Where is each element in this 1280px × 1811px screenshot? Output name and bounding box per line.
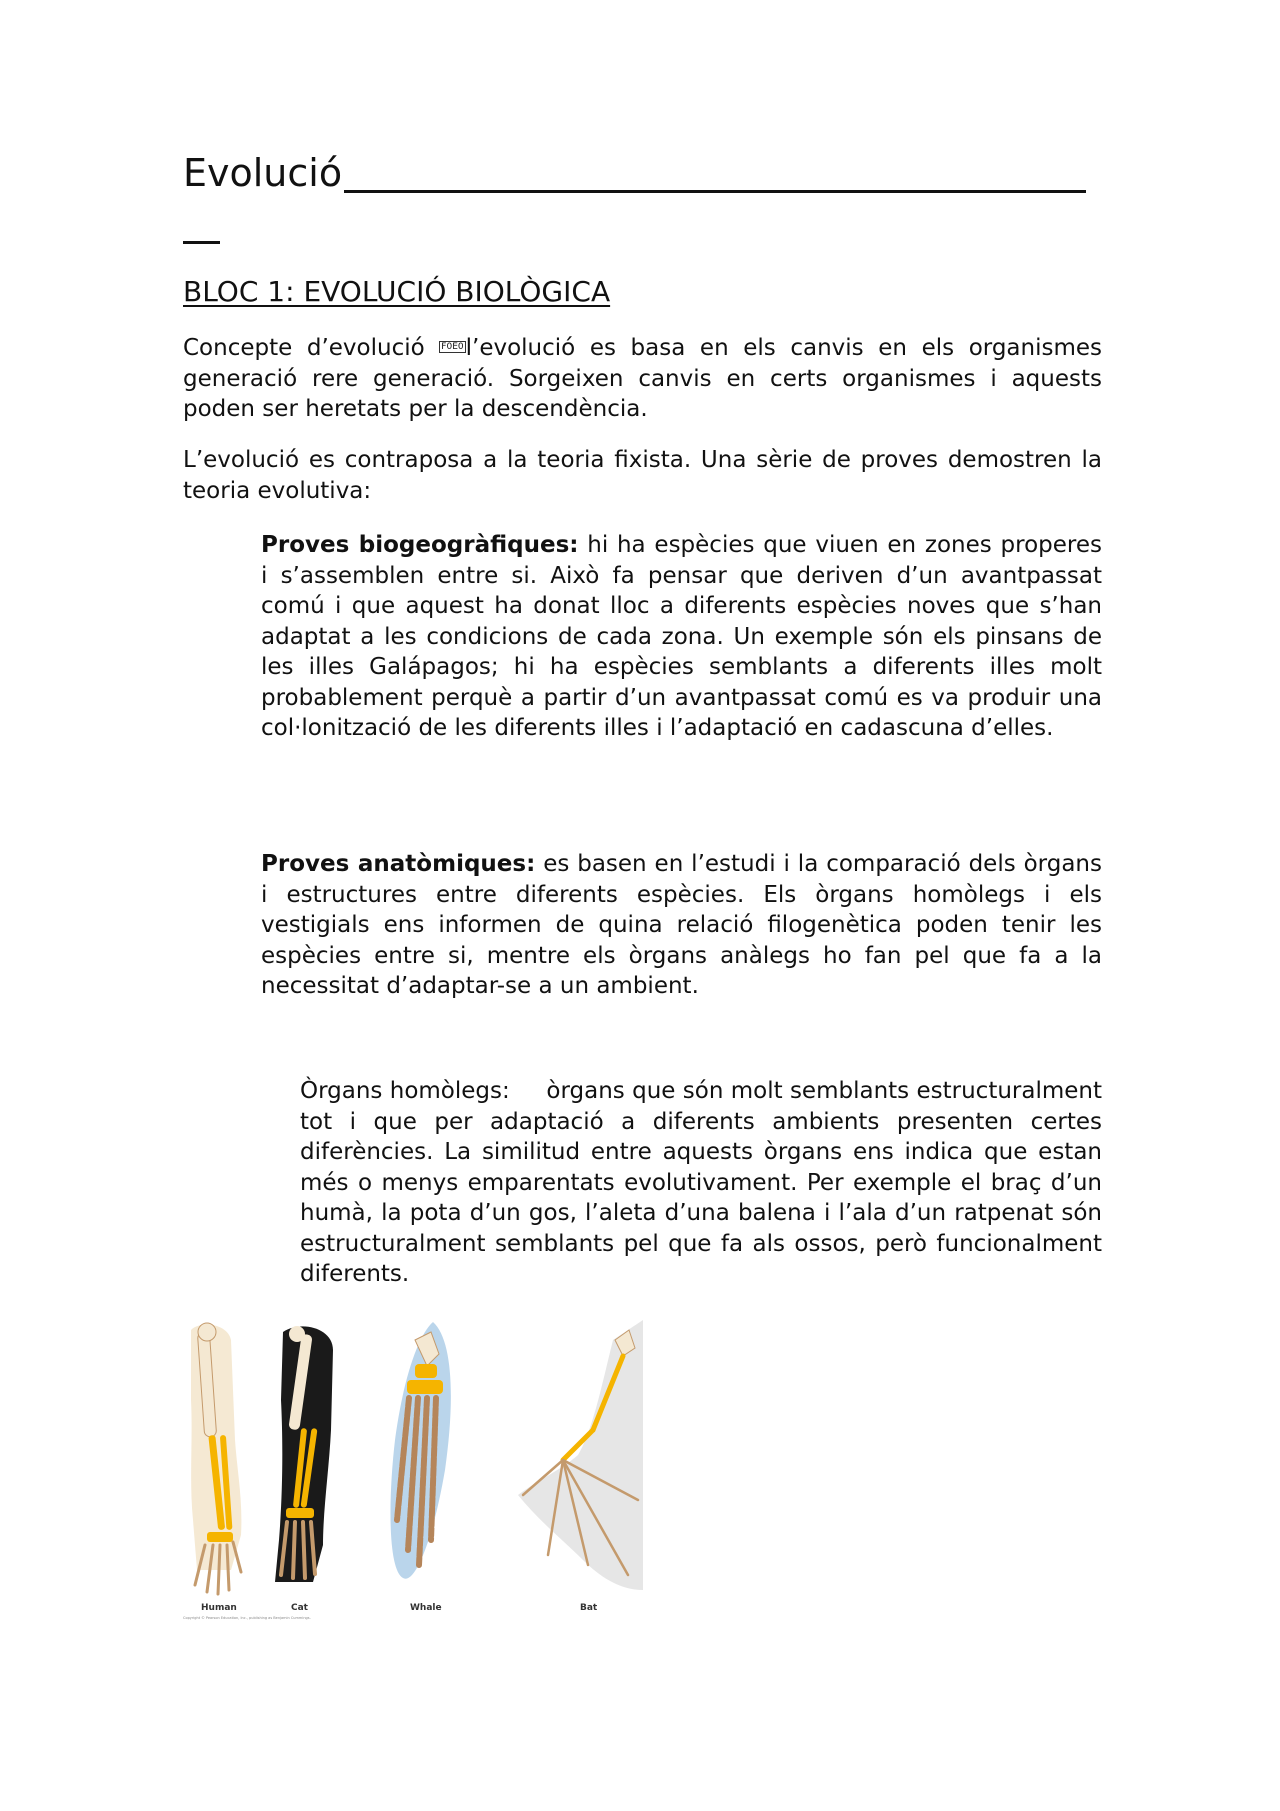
figure-label-human: Human bbox=[201, 1603, 237, 1613]
anatomic-label: Proves anatòmiques: bbox=[261, 851, 536, 877]
anatomic-text: es basen en l’estudi i la comparació dels òrgans i estructures entre diferents espècies. Els òrgans homòlegs i els vestigials ens informen de quina relació filogenètica poden tenir les espècies entre si, mentre els òrgans anàlegs ho fan pel que fa a la necessitat d’adaptar-se a un ambient. bbox=[261, 851, 1102, 999]
human-arm-illustration bbox=[191, 1323, 241, 1594]
homologous-paragraph: Òrgans homòlegs: òrgans que són molt semblants estructuralment tot i que per adaptació a diferents ambients presenten certes diferències. La similitud entre aquests òrgans ens indica que estan més o menys emparentats evolutivament. Per exemple el braç d’un humà, la pota d’un gos, l’aleta d’una balena i l’ala d’un ratpenat són estructuralment semblants pel que fa als ossos, però funcionalment diferents. bbox=[300, 1078, 1110, 1287]
missing-glyph-icon: F0E0 bbox=[441, 341, 464, 352]
page-title: Evolució bbox=[183, 151, 343, 195]
biogeographic-label: Proves biogeogràfiques: bbox=[261, 532, 579, 558]
concept-paragraph bbox=[183, 333, 1102, 425]
limbs-illustration bbox=[183, 1320, 648, 1625]
title-row bbox=[183, 150, 1086, 196]
biogeographic-text: hi ha espècies que viuen en zones properes i s’assemblen entre si. Això fa pensar que deriven d’un avantpassat comú i que aquest ha donat lloc a diferents espècies noves que s’han adaptat a les condicions de cada zona. Un exemple són els pinsans de les illes Galápagos; hi ha espècies semblants a diferents illes molt probablement perquè a partir d’un avantpassat comú es va produir una col·lonització de les diferents illes i l’adaptació en cadascuna d’elles. bbox=[261, 532, 1102, 741]
anatomic-paragraph bbox=[261, 849, 1102, 1002]
figure-label-bat: Bat bbox=[580, 1603, 598, 1613]
figure-copyright: Copyright © Pearson Education, Inc., publishing as Benjamin Cummings. bbox=[183, 1616, 311, 1620]
figure-label-whale: Whale bbox=[410, 1603, 442, 1613]
intro-paragraph: L’evolució es contraposa a la teoria fixista. Una sèrie de proves demostren la teoria evolutiva: bbox=[183, 447, 1102, 504]
biogeographic-paragraph bbox=[261, 530, 1102, 744]
whale-flipper-illustration bbox=[390, 1322, 450, 1579]
concept-text: l’evolució es basa en els canvis en els organismes generació rere generació. Sorgeixen canvis en certs organismes i aquests poden ser heretats per la descendència. bbox=[183, 335, 1102, 422]
title-underline-rule bbox=[344, 190, 1086, 193]
section-heading: BLOC 1: EVOLUCIÓ BIOLÒGICA bbox=[183, 275, 611, 308]
bat-wing-illustration bbox=[518, 1320, 643, 1590]
homologous-limbs-figure bbox=[183, 1320, 648, 1625]
cat-leg-illustration bbox=[275, 1326, 333, 1582]
title-underline-stub bbox=[183, 241, 220, 244]
concept-lead: Concepte d’evolució bbox=[183, 335, 425, 361]
figure-label-cat: Cat bbox=[291, 1603, 308, 1613]
